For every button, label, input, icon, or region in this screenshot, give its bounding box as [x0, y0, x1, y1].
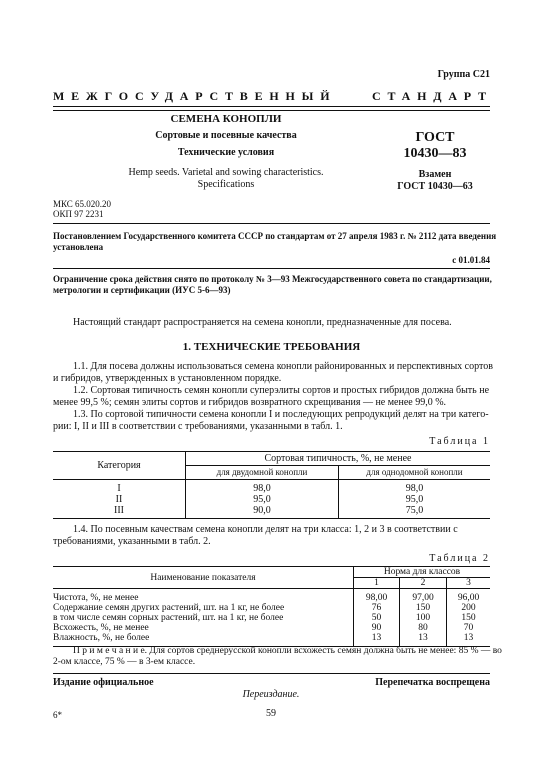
table-1-cell-monoecious: 95,0 [339, 494, 491, 505]
paragraph-1-1-line-1: 1.1. Для посева должны использоваться семена конопли районированных и перспективных сортов [73, 361, 493, 372]
replaces-label: Взамен [418, 169, 452, 180]
reprint-prohibited: Перепечатка воспрещена [375, 677, 490, 688]
standard-title: СЕМЕНА КОНОПЛИ [170, 113, 282, 125]
table-2-cell-value: 200 [447, 603, 491, 613]
table-1-cell-dioecious: 90,0 [186, 505, 339, 519]
limit-line-2: метрологии и сертификации (ИУС 5-6—93) [53, 285, 231, 295]
table-2-cell-value: 50 [354, 613, 400, 623]
table-1-cell-category: II [115, 494, 123, 505]
introduction-date: с 01.01.84 [452, 255, 490, 265]
table-2-header-class: 2 [400, 578, 447, 589]
section-1-title: 1. ТЕХНИЧЕСКИЕ ТРЕБОВАНИЯ [182, 341, 361, 353]
table-2-caption: Таблица 2 [429, 553, 490, 564]
table-1 [53, 451, 490, 519]
table-2-cell-name: Чистота, %, не менее [53, 593, 139, 603]
paragraph-1-1-line-2: и гибридов, утвержденных в установленном порядке. [53, 373, 282, 384]
table-2-cell-value: 150 [400, 603, 447, 613]
table-1-cell-monoecious: 75,0 [339, 505, 491, 519]
official-edition: Издание официальное [53, 677, 154, 688]
gost-label: ГОСТ [415, 130, 455, 145]
table-2-cell-value: 97,00 [400, 589, 447, 604]
table-2-cell-value: 13 [400, 633, 447, 647]
table-1-cell-dioecious: 95,0 [186, 494, 339, 505]
table-2-header-name: Наименование показателя [53, 567, 354, 589]
table-2-cell-value: 98,00 [354, 589, 400, 604]
gost-number: 10430—83 [403, 146, 467, 161]
table-2-cell-value: 13 [447, 633, 491, 647]
page-number: 59 [266, 708, 276, 719]
table-2-cell-value: 96,00 [447, 589, 491, 604]
note-line-1: П р и м е ч а н и е. Для сортов среднерусской конопли всхожесть семян должна быть не менее: 85 % — во [73, 646, 502, 656]
limit-line-1: Ограничение срока действия снято по протоколу № 3—93 Межгосударственного совета по стандартизации, [53, 274, 492, 284]
paragraph-1-4-line-2: требованиями, указанными в табл. 2. [53, 536, 211, 547]
resolution-rule [53, 268, 490, 269]
table-2-cell-value: 80 [400, 623, 447, 633]
table-2-cell-value: 100 [400, 613, 447, 623]
group-label: Группа С21 [437, 69, 490, 80]
english-title-2: Specifications [197, 179, 255, 190]
table-2-cell-value: 150 [447, 613, 491, 623]
paragraph-1-3-line-1: 1.3. По сортовой типичности семена конопли I и последующих репродукций делят на три катего- [73, 409, 489, 420]
paragraph-1-2-line-1: 1.2. Сортовая типичность семян конопли суперэлиты сортов и простых гибридов должна быть не [73, 385, 490, 396]
table-1-cell-monoecious: 98,0 [339, 480, 491, 495]
paragraph-1-2-line-2: менее 99,5 %; семян элиты сортов и гибридов возвратного скрещивания — не менее 99,0 %. [53, 397, 447, 408]
interstate-label: МЕЖГОСУДАРСТВЕННЫЙ [53, 89, 337, 103]
table-1-header-category: Категория [53, 452, 186, 480]
okp-code: ОКП 97 2231 [53, 209, 104, 219]
paragraph-1-4-line-1: 1.4. По посевным качествам семена конопли делят на три класса: 1, 2 и 3 в соответствии с [73, 524, 458, 535]
codes-rule [53, 223, 490, 224]
table-1-cell-dioecious: 98,0 [186, 480, 339, 495]
table-2-header-class: 1 [354, 578, 400, 589]
english-title-1: Hemp seeds. Varietal and sowing characteristics. [128, 167, 324, 178]
table-2-cell-value: 70 [447, 623, 491, 633]
table-1-cell-category: III [114, 505, 124, 516]
standard-label: СТАНДАРТ [372, 89, 493, 103]
header-rule [53, 106, 490, 111]
table-1-cell-category: I [117, 483, 121, 494]
paragraph-1-3-line-2: рии: I, II и III в соответствии с требованиями, указанными в табл. 1. [53, 421, 343, 432]
table-1-header-monoecious: для однодомной конопли [339, 466, 491, 480]
standard-subtitle-1: Сортовые и посевные качества [155, 130, 297, 141]
table-2-header-class: 3 [447, 578, 491, 589]
standard-subtitle-2: Технические условия [177, 147, 275, 158]
table-1-header-typicity: Сортовая типичность, %, не менее [186, 452, 491, 466]
replaces-number: ГОСТ 10430—63 [397, 181, 473, 192]
table-2-cell-value: 90 [354, 623, 400, 633]
note-line-2: 2-ом классе, 75 % — в 3-ем классе. [53, 657, 196, 667]
resolution-line-1: Постановлением Государственного комитета СССР по стандартам от 27 апреля 1983 г. № 2112 дата введения [53, 231, 497, 241]
reissue-label: Переиздание. [242, 689, 300, 700]
table-1-header-dioecious: для двудомной конопли [186, 466, 339, 480]
intro-text: Настоящий стандарт распространяется на семена конопли, предназначенные для посева. [73, 317, 452, 328]
table-2-cell-name: Влажность, %, не более [53, 633, 150, 643]
mks-code: МКС 65.020.20 [53, 199, 112, 209]
footer-rule [53, 673, 490, 674]
table-2 [53, 566, 490, 647]
table-2-cell-value: 76 [354, 603, 400, 613]
table-2-cell-name: в том числе семян сорных растений, шт. на 1 кг, не более [53, 613, 284, 623]
resolution-line-2: установлена [53, 242, 104, 252]
table-2-header-norm: Норма для классов [354, 567, 491, 578]
table-2-cell-name: Всхожесть, %, не менее [53, 623, 149, 633]
table-1-caption: Таблица 1 [429, 436, 490, 447]
table-2-cell-name: Содержание семян других растений, шт. на 1 кг, не более [53, 603, 285, 613]
table-2-cell-value: 13 [354, 633, 400, 647]
signature-mark: 6* [53, 710, 62, 720]
